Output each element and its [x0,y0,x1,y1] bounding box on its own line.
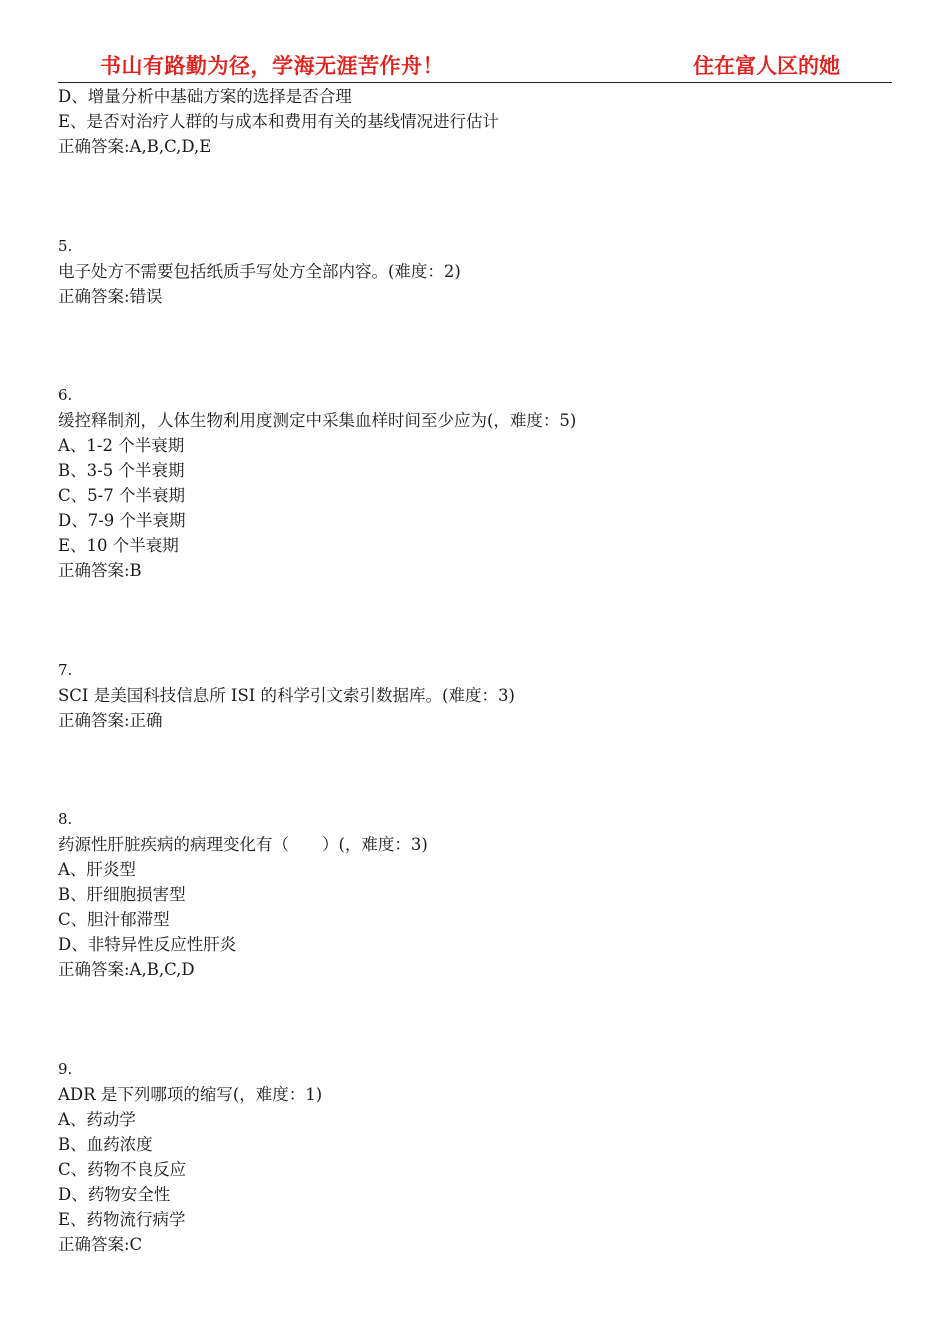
question-number: 6. [58,386,73,404]
question-stem: ADR 是下列哪项的缩写(，难度：1) [58,1085,323,1104]
option-e: E、是否对治疗人群的与成本和费用有关的基线情况进行估计 [58,112,500,131]
question-9 [58,1057,898,1257]
option-a: A、肝炎型 [58,860,136,879]
question-number: 9. [58,1060,73,1078]
question-number: 5. [58,237,73,255]
option-c: C、胆汁郁滞型 [58,910,170,929]
option-e: E、10 个半衰期 [58,536,179,555]
option-d: D、非特异性反应性肝炎 [58,935,237,954]
option-e: E、药物流行病学 [58,1210,186,1229]
question-stem: 电子处方不需要包括纸质手写处方全部内容。(难度：2) [58,262,461,281]
option-a: A、1-2 个半衰期 [58,436,185,455]
option-b: B、血药浓度 [58,1135,153,1154]
option-d: D、药物安全性 [58,1185,171,1204]
option-b: B、3-5 个半衰期 [58,461,185,480]
option-d: D、增量分析中基础方案的选择是否合理 [58,87,352,106]
option-d: D、7-9 个半衰期 [58,511,186,530]
document-body [58,84,898,1257]
question-4-tail [58,84,898,159]
question-6 [58,383,898,583]
question-5 [58,234,898,309]
question-stem: SCI 是美国科技信息所 ISI 的科学引文索引数据库。(难度：3) [58,686,515,705]
option-b: B、肝细胞损害型 [58,885,186,904]
answer: 正确答案:正确 [58,711,163,730]
header-author: 住在富人区的她 [693,54,840,78]
answer: 正确答案:C [58,1235,143,1254]
question-number: 8. [58,810,73,828]
question-number: 7. [58,661,73,679]
answer: 正确答案:B [58,561,142,580]
answer: 正确答案:A,B,C,D,E [58,137,212,156]
answer: 正确答案:错误 [58,287,163,306]
question-7 [58,658,898,733]
page-header [0,0,950,86]
option-a: A、药动学 [58,1110,136,1129]
question-stem: 药源性肝脏疾病的病理变化有（ ）(，难度：3) [58,835,428,854]
option-c: C、药物不良反应 [58,1160,187,1179]
question-stem: 缓控释制剂，人体生物利用度测定中采集血样时间至少应为(，难度：5) [58,411,577,430]
header-divider [58,82,892,83]
option-c: C、5-7 个半衰期 [58,486,185,505]
question-8 [58,807,898,982]
header-motto: 书山有路勤为径，学海无涯苦作舟！ [100,54,444,78]
answer: 正确答案:A,B,C,D [58,960,195,979]
